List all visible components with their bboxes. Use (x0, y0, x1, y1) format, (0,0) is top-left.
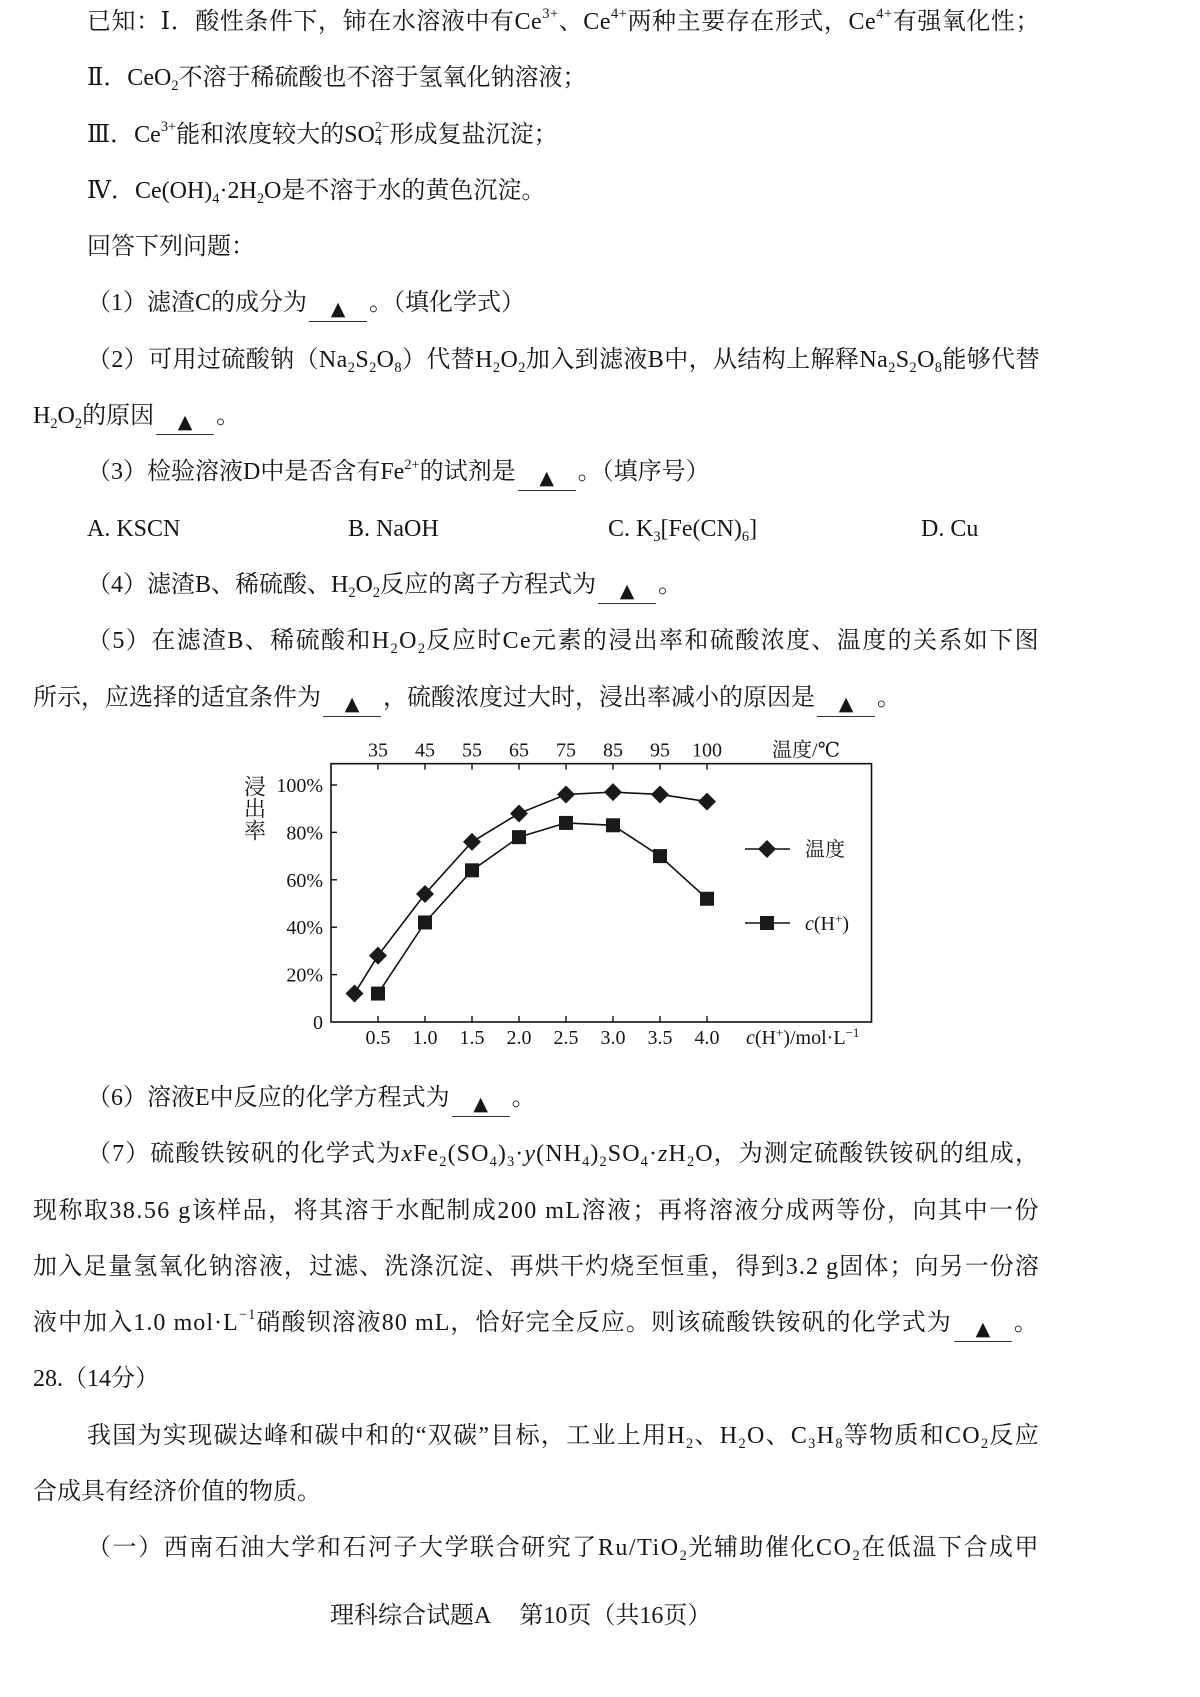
question-27-continued (0, 0, 1200, 726)
answer-triangle-icon: ▲ (838, 692, 854, 715)
subscript: 2 (372, 585, 381, 601)
temperature-data-point (604, 783, 622, 801)
temperature-data-point (557, 785, 575, 803)
text-run: Ⅳ．Ce(OH) (87, 177, 213, 204)
top-axis-title: 温度/℃ (772, 739, 840, 762)
text-run: 在低温下合成甲 (861, 1535, 1041, 1562)
y-tick-label: 20% (286, 964, 323, 987)
subscript: 2 (347, 359, 356, 376)
text-line (87, 0, 1040, 50)
text-run: 回答下列问题： (87, 234, 255, 261)
x-axis-title (746, 1025, 859, 1050)
x-tick-label: 0.5 (365, 1027, 391, 1049)
answer-blank (954, 1315, 1012, 1342)
superscript: 4+ (611, 6, 628, 23)
text-line (87, 163, 1040, 219)
y-axis-title: 浸出率 (241, 775, 267, 841)
subscript: 2 (50, 416, 58, 433)
text-run: 不溶于稀硫酸也不溶于氢氧化钠溶液； (178, 65, 587, 92)
text-run: S (895, 346, 910, 373)
text-run: 有强氧化性； (892, 9, 1041, 35)
label-run: 温度 (805, 839, 845, 861)
text-run: （4）滤渣B、稀硫酸、H (87, 571, 349, 598)
text-line (87, 444, 1040, 500)
temperature-data-point (346, 985, 364, 1003)
subscript: 8 (394, 359, 402, 376)
y-tick-label: 40% (286, 917, 323, 940)
text-run: 液中加入1.0 mol·L (33, 1310, 239, 1337)
answer-blank (323, 690, 381, 717)
top-tick-label: 65 (509, 739, 529, 762)
text-run: ) (497, 1141, 507, 1168)
text-run: 已知：Ⅰ．酸性条件下，铈在水溶液中有Ce (87, 9, 543, 35)
paper-title: 理科综合试题A (330, 1603, 492, 1629)
superscript: 2+ (404, 456, 420, 473)
answer-blank (518, 464, 576, 491)
legend-label (805, 911, 849, 936)
top-tick-label: 55 (462, 739, 482, 762)
temperature-series-line (355, 792, 708, 993)
temperature-data-point (698, 793, 716, 811)
italic-variable: c (746, 1027, 755, 1049)
subscript: 3 (653, 528, 661, 545)
text-run: 等物质和CO (843, 1422, 981, 1449)
text-run: H (668, 1141, 687, 1168)
leaching-rate-chart (230, 730, 890, 1060)
text-run: （2）可用过硫酸钠（Na (87, 346, 348, 373)
text-run: 光辅助催化CO (688, 1535, 853, 1562)
answer-triangle-icon: ▲ (975, 1318, 991, 1341)
text-run: O (917, 346, 935, 373)
text-run: 我国为实现碳达峰和碳中和的“双碳”目标，工业上用H (87, 1422, 687, 1449)
subscript: 2 (439, 1154, 448, 1171)
text-run: O (376, 346, 395, 373)
acid-concentration-data-point (371, 987, 385, 1001)
subscript: 4 (374, 134, 382, 150)
top-tick-label: 75 (556, 739, 576, 762)
text-run: O是不溶于水的黄色沉淀。 (264, 177, 546, 204)
text-run: 加入到滤液B中，从结构上解释Na (525, 346, 889, 373)
label-run: (H (754, 1027, 776, 1049)
x-tick-label: 1.5 (459, 1027, 485, 1049)
text-line (33, 1351, 1040, 1407)
subscript: 8 (835, 1435, 844, 1452)
option-b (348, 501, 439, 557)
subscript: 2 (492, 359, 501, 376)
option-d (921, 501, 978, 557)
text-run: 能够代替 (942, 346, 1040, 373)
acid-concentration-data-point (606, 818, 620, 832)
text-run: 的原因 (82, 403, 155, 430)
text-run: 能和浓度较大的SO (176, 121, 375, 148)
text-run: · (648, 1141, 659, 1168)
text-run: 。（填序号） (577, 459, 710, 486)
italic-variable: x (401, 1141, 414, 1168)
sub-question-4 (0, 557, 1200, 613)
answer-triangle-icon: ▲ (539, 467, 554, 490)
label-run: )/mol·L (783, 1027, 846, 1049)
superscript: 3+ (160, 118, 177, 135)
text-run: O (500, 346, 519, 373)
answer-triangle-icon: ▲ (330, 298, 346, 321)
subscript: 4 (640, 1154, 649, 1171)
question-28-intro (0, 1408, 1200, 1521)
sub-question-3 (0, 444, 1200, 500)
acid-concentration-data-point (418, 915, 432, 929)
text-run: 硝酸钡溶液80 mL，恰好完全反应。则该硫酸铁铵矾的化学式为 (256, 1310, 952, 1337)
acid-concentration-data-point (653, 849, 667, 863)
subscript: 2 (417, 641, 427, 658)
answer-triangle-icon: ▲ (619, 579, 635, 602)
sub-question-2 (0, 332, 1200, 445)
text-run: A. KSCN (87, 515, 181, 542)
text-line (33, 388, 1040, 444)
text-line (87, 613, 1040, 669)
page-footer (330, 1600, 711, 1632)
text-line (33, 670, 1040, 726)
text-run: （5）在滤渣B、稀硫酸和H (87, 628, 391, 655)
acid-concentration-data-point (700, 892, 714, 906)
text-run: 反应 (989, 1422, 1041, 1449)
subscript: 8 (934, 359, 943, 376)
subscript: 2 (686, 1154, 696, 1171)
text-run: C. K (608, 515, 654, 542)
page-number: 第10页（共16页） (519, 1603, 712, 1629)
answer-blank (156, 408, 214, 435)
question-block-bottom (0, 1070, 1200, 1577)
text-run: H (816, 1422, 836, 1449)
top-tick-label: 45 (415, 739, 435, 762)
text-run: 加入足量氢氧化钠溶液，过滤、洗涤沉淀、再烘干灼烧至恒重，得到3.2 g固体；向另一份溶 (33, 1253, 1040, 1280)
superscript: 4+ (876, 6, 893, 23)
sub-question-1 (0, 275, 1200, 331)
text-run: 、Ce (558, 9, 612, 35)
subscript: 4 (212, 190, 220, 207)
text-run: （6）溶液E中反应的化学方程式为 (87, 1085, 450, 1111)
text-run: H (33, 403, 51, 430)
y-tick-label: 60% (286, 869, 323, 892)
text-run: S (355, 346, 370, 373)
text-run: Ⅲ．Ce (87, 121, 161, 148)
text-run: 。 (1013, 1310, 1039, 1337)
text-line (33, 1239, 1040, 1295)
text-line (33, 1183, 1040, 1239)
text-line (87, 332, 1040, 388)
text-line (87, 107, 1040, 163)
superscript: 2− (374, 119, 390, 135)
text-run: ·2H (219, 177, 257, 204)
acid-concentration-data-point (512, 830, 526, 844)
superscript: −1 (238, 1307, 257, 1324)
text-run: 反应的离子方程式为 (380, 571, 597, 598)
known-condition-4 (0, 163, 1200, 219)
subscript: 2 (348, 585, 356, 601)
x-tick-label: 4.0 (694, 1027, 720, 1049)
subscript: 2 (980, 1435, 990, 1452)
subscript: 2 (256, 190, 265, 207)
text-run: [Fe(CN) (660, 515, 742, 542)
text-run: Fe (413, 1141, 440, 1168)
temperature-data-point (510, 804, 528, 822)
acid-concentration-data-point (465, 863, 479, 877)
superscript: −1 (845, 1024, 860, 1040)
text-run: SO (607, 1141, 641, 1168)
italic-variable: y (524, 1141, 537, 1168)
text-line (87, 50, 1040, 106)
y-tick-label: 80% (286, 822, 323, 845)
text-run: ] (749, 515, 758, 542)
text-run: 的试剂是 (419, 459, 516, 486)
text-run: O，为测定硫酸铁铵矾的组成， (695, 1141, 1040, 1168)
subscript: 4 (582, 1154, 591, 1171)
text-run: (SO (447, 1141, 490, 1168)
text-line (87, 1070, 1040, 1126)
text-run: 、H (694, 1422, 739, 1449)
known-condition-3 (0, 107, 1200, 163)
top-tick-label: 85 (603, 739, 623, 762)
question-28-part-1 (0, 1520, 1200, 1576)
text-run: 。 (877, 684, 901, 711)
subscript: 6 (741, 528, 750, 545)
sub-question-7 (0, 1126, 1200, 1351)
text-run: O、C (746, 1422, 809, 1449)
answer-blank (598, 577, 656, 604)
superscript: + (835, 910, 843, 926)
x-tick-label: 3.0 (600, 1027, 626, 1049)
acid-concentration-data-point (559, 816, 573, 830)
text-run: 现称取38.56 g该样品，将其溶于水配制成200 mL溶液；再将溶液分成两等份，向其中一份 (33, 1197, 1040, 1224)
text-run: ) (590, 1141, 600, 1168)
text-run: Ⅱ．CeO (87, 65, 172, 92)
answer-triangle-icon: ▲ (177, 411, 193, 434)
x-tick-label: 2.5 (553, 1027, 579, 1049)
answer-triangle-icon: ▲ (344, 692, 360, 715)
x-tick-label: 1.0 (412, 1027, 438, 1049)
text-line (87, 219, 1040, 275)
text-run: (NH (536, 1141, 583, 1168)
italic-variable: z (658, 1141, 669, 1168)
top-tick-label: 35 (368, 739, 388, 762)
subscript: 3 (808, 1435, 817, 1452)
temperature-data-point (369, 947, 387, 965)
text-line (33, 1295, 1040, 1351)
text-line (87, 1126, 1040, 1182)
answer-options (0, 501, 1200, 557)
subscript: 2 (599, 1154, 608, 1171)
sub-superscript (375, 121, 390, 150)
y-tick-label: 100% (276, 775, 323, 797)
plot-frame (331, 764, 872, 1022)
text-run: B. NaOH (348, 515, 439, 542)
text-run: 反应时Ce元素的浸出率和硫酸浓度、温度的关系如下图 (426, 628, 1040, 655)
subscript: 2 (888, 359, 896, 376)
label-run: (H (813, 913, 835, 935)
legend-diamond-icon (758, 840, 776, 858)
subscript: 4 (489, 1154, 498, 1171)
answer-blank (309, 295, 367, 322)
text-run: 。（填化学式） (369, 290, 526, 317)
text-run: 两种主要存在形式，Ce (627, 9, 877, 35)
known-condition-2 (0, 50, 1200, 106)
text-run: 。 (511, 1085, 536, 1111)
legend-label (805, 838, 845, 861)
subscript: 2 (738, 1435, 747, 1452)
superscript: 3+ (542, 6, 559, 23)
text-run: · (515, 1141, 525, 1168)
subscript: 3 (506, 1154, 516, 1171)
superscript: + (776, 1024, 784, 1040)
text-run: （一）西南石油大学和石河子大学联合研究了Ru/TiO (87, 1535, 680, 1562)
x-tick-label: 2.0 (506, 1027, 532, 1049)
text-run: ，硫酸浓度过大时，浸出率减小的原因是 (383, 684, 815, 711)
sub-question-6 (0, 1070, 1200, 1126)
top-tick-label: 95 (650, 739, 670, 762)
text-run: ）代替H (401, 346, 493, 373)
x-tick-label: 3.5 (647, 1027, 673, 1049)
acid-concentration-series-line (378, 823, 707, 994)
option-c (608, 501, 757, 560)
text-run: 所示，应选择的适宜条件为 (33, 684, 321, 711)
text-run: D. Cu (921, 515, 979, 542)
answer-blank (452, 1090, 510, 1117)
text-line (87, 557, 1040, 613)
legend-square-icon (760, 916, 774, 930)
text-line (87, 275, 1040, 331)
text-run: 合成具有经济价值的物质。 (33, 1479, 321, 1506)
temperature-data-point (651, 785, 669, 803)
subscript: 2 (852, 1548, 862, 1565)
subscript: 2 (369, 359, 377, 376)
text-run: 。 (216, 403, 241, 430)
text-run: （3）检验溶液D中是否含有Fe (87, 459, 405, 486)
text-line (87, 1408, 1040, 1464)
text-line (87, 1520, 1040, 1576)
answer-blank (817, 690, 875, 717)
text-run: O (355, 571, 373, 598)
italic-variable: c (805, 913, 814, 935)
answer-triangle-icon: ▲ (473, 1093, 488, 1115)
subscript: 2 (518, 359, 526, 376)
text-run: 28.（14分） (33, 1366, 159, 1393)
text-run: O (399, 628, 418, 655)
text-run: 。 (658, 571, 683, 598)
known-condition-1 (0, 0, 1200, 50)
top-tick-label: 100 (692, 739, 722, 762)
subscript: 2 (74, 416, 83, 433)
y-tick-label: 0 (313, 1012, 323, 1034)
subscript: 2 (171, 78, 179, 95)
sub-question-5 (0, 613, 1200, 726)
text-run: （7）硫酸铁铵矾的化学式为 (87, 1141, 402, 1168)
label-run: ) (842, 913, 850, 935)
instruction (0, 219, 1200, 275)
subscript: 2 (390, 641, 400, 658)
subscript: 2 (909, 359, 918, 376)
text-run: （1）滤渣C的成分为 (87, 290, 308, 317)
question-28-header (0, 1351, 1200, 1407)
subscript: 2 (679, 1548, 689, 1565)
text-run: O (57, 403, 75, 430)
text-line (33, 1464, 1040, 1520)
text-run: 形成复盐沉淀； (389, 121, 558, 148)
option-a (87, 501, 180, 557)
subscript: 2 (686, 1435, 695, 1452)
